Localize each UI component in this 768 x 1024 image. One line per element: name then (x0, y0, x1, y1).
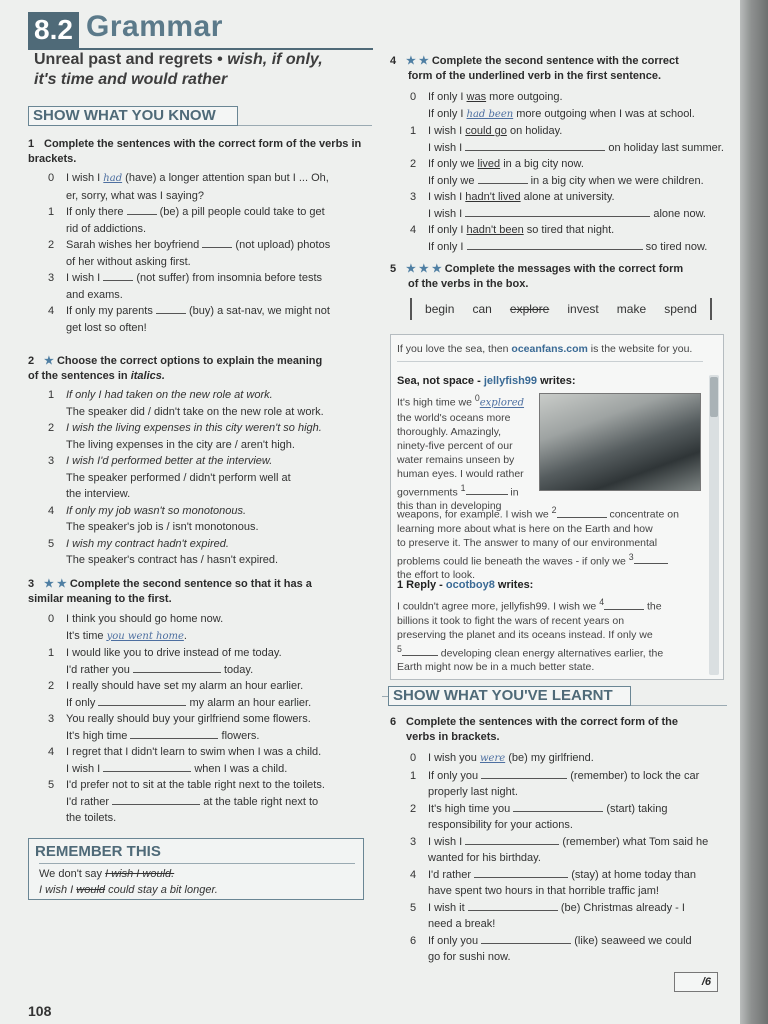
answer-blank[interactable] (481, 769, 567, 779)
answer-blank[interactable] (604, 600, 644, 610)
ex3-item-5: 5 I'd prefer not to sit at the table right next to the toilets. (48, 779, 325, 791)
subtitle-part-b: wish, if only, (227, 51, 323, 68)
book-spine-shadow (740, 0, 768, 1024)
ex2-options-3[interactable]: The speaker performed / didn't perform well at (66, 471, 291, 484)
ex2-item-1: 1 If only I had taken on the new role at work. (48, 389, 273, 401)
unit-badge: 8.2 (28, 12, 79, 48)
banner-rule (238, 125, 372, 126)
ex6-instruction: 6 Complete the sentences with the correct form of the verbs in brackets. (390, 716, 678, 743)
show-what-you-know-banner: SHOW WHAT YOU KNOW (28, 106, 238, 126)
ex2-items: 1 If only I had taken on the new role at work. The speaker did / didn't take on the new role at work. 2 I wish the living expenses in this city weren't so high. The living expenses in the city are / aren't high. 3 I wish I'd performed better at the interview. The speaker performed / didn't perform well at the interview. 4 If only my job wasn't so monotonous. The speaker's job is / isn't monotonous. 5 I wish my contract hadn't expired. The speaker's contract has / hasn't expired. (48, 387, 368, 569)
answer-blank[interactable] (468, 901, 558, 911)
ex1-item-1: 1 If only there (be) a pill people could take to get (48, 206, 325, 218)
ex2-options-5[interactable]: The speaker's contract has / hasn't expired. (66, 554, 279, 566)
ex5-instruction: 5 ★ ★ ★ Complete the messages with the correct form of the verbs in the box. (390, 263, 684, 290)
word-explore: explore (509, 302, 550, 316)
post1-text-narrow: It's high time we $^0$explored the world's oceans more thoroughly. Amazingly, ninety-five percent of our water remains unseen by human eyes. I would rather governments $^1$ in this than in developing (397, 393, 525, 512)
answer-blank[interactable] (557, 508, 607, 518)
ex4-items: 0 If only I was more outgoing. If only I had been more outgoing when I was at school. 1 I wish I could go on holiday. I wish I on holiday last summer. 2 If only we lived in a big city now. If only we in a big city when we were children. 3 I wish I hadn't lived alone at university. I wish I alone now. 4 If only I hadn't been so tired that night. If only I so tired now. (410, 89, 730, 255)
ex6-item-3: 3 I wish I (remember) what Tom said he (410, 835, 709, 848)
show-what-youve-learnt-banner: SHOW WHAT YOU'VE LEARNT (388, 686, 631, 706)
answer-blank[interactable] (481, 934, 571, 944)
ex1-item-4: 4 If only my parents (buy) a sat-nav, we might not (48, 305, 330, 317)
ocean-wave-photo (539, 393, 701, 491)
word-begin: begin (425, 302, 455, 316)
answer-blank[interactable] (130, 729, 218, 739)
ex1-item-0: 0 I wish I had (have) a longer attention span but I ... Oh, (48, 172, 329, 184)
ex6-item-0: 0 I wish you were (be) my girlfriend. (410, 752, 594, 764)
star-icon: ★ ★ (44, 578, 67, 590)
ex6-item-2: 2 It's high time you (start) taking (410, 802, 668, 815)
ex1-instruction: 1 Complete the sentences with the correct form of the verbs in brackets. (28, 138, 362, 165)
subtitle-part-a: Unreal past and regrets (34, 51, 213, 68)
answer-blank[interactable] (402, 646, 438, 656)
remember-this-box (28, 838, 364, 900)
scrollbar-track[interactable] (709, 375, 719, 675)
answer-blank[interactable] (513, 802, 603, 812)
answer-blank[interactable] (478, 174, 528, 184)
scrollbar-thumb[interactable] (710, 377, 718, 417)
answer-blank[interactable] (465, 207, 650, 217)
ex4-instruction: 4 ★ ★ Complete the second sentence with the correct form of the underlined verb in the first sentence. (390, 55, 679, 82)
ex3-item-0: 0 I think you should go home now. (48, 613, 224, 625)
ex2-options-2[interactable]: The living expenses in the city are / aren't high. (66, 438, 295, 451)
answer-blank[interactable] (112, 795, 200, 805)
handwritten-answer: had (103, 173, 123, 184)
word-invest: invest (567, 302, 599, 316)
post2-username[interactable]: ocotboy8 (445, 579, 495, 591)
answer-blank[interactable] (465, 141, 605, 151)
remember-body: We don't say I wish I would. I wish I would could stay a bit longer. (39, 863, 355, 898)
word-make: make (616, 302, 647, 316)
post2-header: 1 Reply - ocotboy8 writes: (397, 579, 534, 591)
post1-username[interactable]: jellyfish99 (483, 375, 538, 387)
answer-blank[interactable] (133, 663, 221, 673)
ex4-item-3: 3 I wish I hadn't lived alone at university. (410, 191, 615, 203)
score-box: /6 (674, 972, 718, 992)
answer-blank[interactable] (467, 240, 643, 250)
answer-blank[interactable] (634, 554, 668, 564)
word-box (410, 298, 712, 320)
page-number: 108 (28, 1003, 52, 1019)
ex6-item-1: 1 If only you (remember) to lock the car (410, 769, 700, 782)
unit-title: Grammar (86, 10, 223, 43)
handwritten-answer: had been (466, 108, 514, 120)
lesson-subtitle: Unreal past and regrets • wish, if only, it's time and would rather (34, 51, 323, 88)
star-icon: ★ ★ (406, 55, 429, 67)
ex3-item-2: 2 I really should have set my alarm an hour earlier. (48, 680, 304, 692)
ex2-options-4[interactable]: The speaker's job is / isn't monotonous. (66, 521, 259, 533)
ex6-items: 0 I wish you were (be) my girlfriend. 1 If only you (remember) to lock the car properly last night. 2 It's high time you (start) taking responsibility for your actions. 3 I wish I (remember) what Tom said he wanted for his birthday. 4 I'd rather (stay) at home today than have spent two hours in that horrible traffic jam! 5 I wish it (be) Christmas already - I need a break! 6 If only you (like) seaweed we could go for sushi now. (410, 750, 735, 966)
star-icon: ★ ★ ★ (406, 263, 442, 275)
ex4-item-2: 2 If only we lived in a big city now. (410, 158, 584, 170)
ex2-options-1[interactable]: The speaker did / didn't take on the new role at work. (66, 405, 324, 418)
ex6-item-6: 6 If only you (like) seaweed we could (410, 934, 692, 947)
answer-blank[interactable] (103, 271, 133, 281)
answer-blank[interactable] (465, 835, 559, 845)
handwritten-answer: were (479, 753, 506, 764)
answer-blank[interactable] (474, 868, 568, 878)
post2-text: I couldn't agree more, jellyfish99. I wish we $^4$ the billions it took to fight the wars of recent years on preserving the planet and its oceans instead. If only we $^5$ developing clean energy alternatives earlier, the Earth might now be in a much better state. (397, 597, 664, 673)
answer-blank[interactable] (202, 238, 232, 248)
star-icon: ★ (44, 355, 54, 367)
ex6-item-4: 4 I'd rather (stay) at home today than (410, 868, 696, 881)
post1-header: Sea, not space - jellyfish99 writes: (397, 375, 576, 387)
answer-blank[interactable] (103, 762, 191, 772)
ex2-item-2: 2 I wish the living expenses in this city weren't so high. (48, 422, 322, 434)
ex1-item-3: 3 I wish I (not suffer) from insomnia before tests (48, 272, 323, 284)
ex3-instruction: 3 ★ ★ Complete the second sentence so that it has a similar meaning to the first. (28, 578, 312, 605)
ex6-item-5: 5 I wish it (be) Christmas already - I (410, 901, 685, 914)
remember-title: REMEMBER THIS (35, 843, 161, 860)
ex3-items: 0 I think you should go home now. It's time you went home. 1 I would like you to drive instead of me today. I'd rather you today. 2 I really should have set my alarm an hour earlier. If only my alarm an hour earlier. 3 You really should buy your girlfriend some flowers. It's high time flowers. 4 I regret that I didn't learn to swim when I was a child. I wish I when I was a child. 5 I'd prefer not to sit at the table right next to the toilets. I'd rather at the table right next to the toilets. (48, 611, 368, 827)
site-link[interactable]: oceanfans.com (511, 343, 588, 355)
handwritten-answer: you went home (106, 630, 184, 642)
handwritten-answer: explored (479, 397, 525, 409)
forum-panel (390, 334, 724, 680)
forum-intro: If you love the sea, then oceanfans.com is the website for you. (397, 343, 693, 355)
ex2-item-3: 3 I wish I'd performed better at the interview. (48, 455, 273, 467)
ex1-items: 0 I wish I had (have) a longer attention span but I ... Oh, er, sorry, what was I saying? 1 If only there (be) a pill people could take to get rid of addictions. 2 Sarah wishes her boyfriend (not upload) photos of her without asking first. 3 I wish I (not suffer) from insomnia before tests and exams. 4 If only my parents (buy) a sat-nav, we might not get lost so often! (48, 170, 368, 336)
answer-blank[interactable] (98, 696, 186, 706)
answer-blank[interactable] (466, 485, 508, 495)
ex4-item-4: 4 If only I hadn't been so tired that night. (410, 224, 615, 236)
ex4-item-0: 0 If only I was more outgoing. (410, 91, 563, 103)
answer-blank[interactable] (156, 304, 186, 314)
ex2-item-5: 5 I wish my contract hadn't expired. (48, 537, 229, 550)
ex3-item-4: 4 I regret that I didn't learn to swim when I was a child. (48, 746, 322, 758)
ex2-instruction: 2 ★ Choose the correct options to explain the meaning of the sentences in italics. (28, 355, 323, 382)
subtitle-part-c: it's time and would rather (34, 71, 228, 88)
ex2-item-4: 4 If only my job wasn't so monotonous. (48, 504, 247, 517)
ex1-item-2: 2 Sarah wishes her boyfriend (not upload) photos (48, 239, 331, 251)
word-can: can (472, 302, 492, 316)
post1-text-wide: weapons, for example. I wish we $^2$ concentrate on learning more about what is here on the Earth and how to preserve it. The answer to many of our environmental problems could lie beneath the waves - if only we $^3$ the effort to look. (397, 505, 679, 581)
word-spend: spend (664, 302, 697, 316)
ex3-item-1: 1 I would like you to drive instead of me today. (48, 647, 282, 659)
ex4-item-1: 1 I wish I could go on holiday. (410, 125, 563, 137)
answer-blank[interactable] (127, 205, 157, 215)
ex3-item-3: 3 You really should buy your girlfriend some flowers. (48, 713, 311, 725)
